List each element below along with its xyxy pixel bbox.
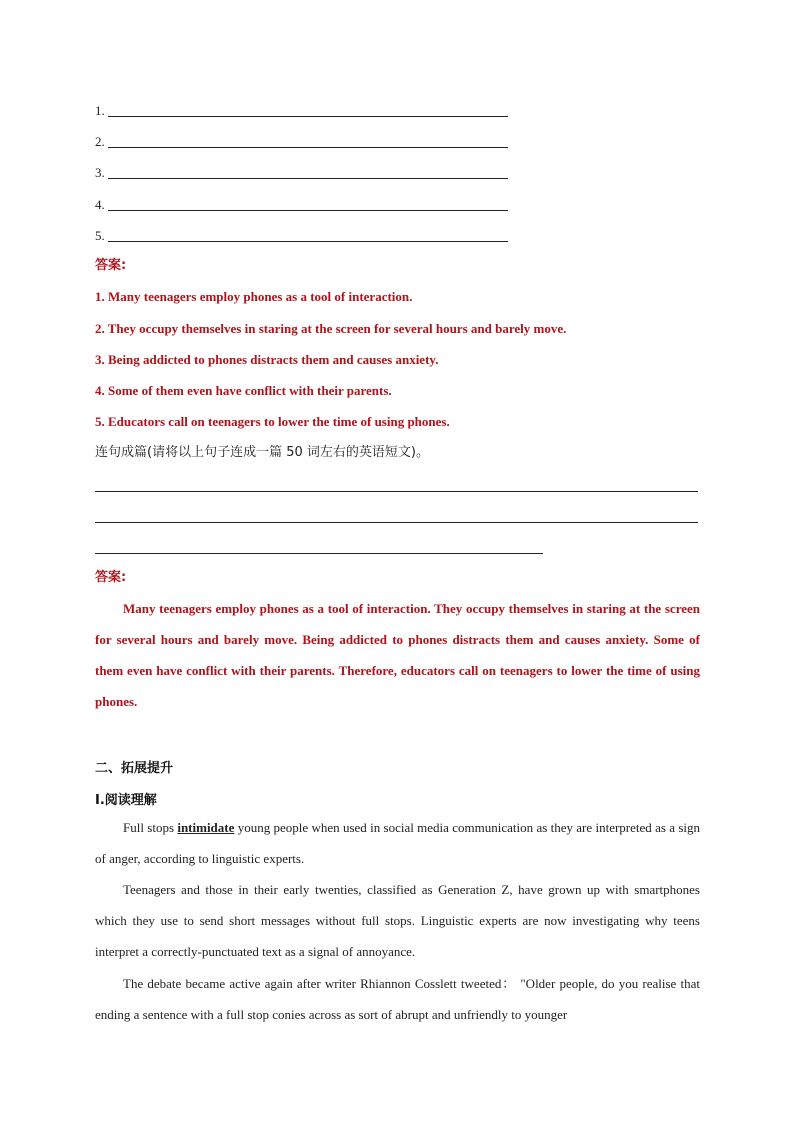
blank-line-3[interactable] bbox=[95, 165, 108, 181]
reading-paragraph-3: The debate became active again after writer Rhiannon Cosslett tweeted： "Older people, do you realise that ending a sentence with a full stop conies across as sort of abrupt and unfriendly to younger bbox=[95, 976, 700, 1022]
reading-text: young people when used in social media communication as they are interpreted as a sign of anger, according to linguistic experts. bbox=[95, 820, 700, 866]
answer-item: 4. Some of them even have conflict with their parents. bbox=[95, 383, 392, 398]
subsection-title: Ⅰ.阅读理解 bbox=[95, 793, 157, 808]
blank-line-4[interactable] bbox=[95, 197, 108, 213]
blank-line-number: 4. bbox=[95, 197, 105, 212]
answer-label: 答案: bbox=[95, 258, 127, 273]
writing-line[interactable] bbox=[95, 522, 698, 523]
reading-paragraph-2: Teenagers and those in their early twenties, classified as Generation Z, have grown up with smartphones which they use to send short messages without full stops. Linguistic experts are now investigating why teens interpret a correctly-punctuated text as a signal of annoyance. bbox=[95, 882, 700, 959]
answer-item: 3. Being addicted to phones distracts them and causes anxiety. bbox=[95, 352, 439, 367]
blank-line-number: 2. bbox=[95, 134, 105, 149]
reading-paragraph-1 bbox=[95, 812, 700, 874]
answer-label: 答案: bbox=[95, 570, 127, 585]
section-title: 二、拓展提升 bbox=[95, 761, 174, 776]
instruction-text: 连句成篇(请将以上句子连成一篇 50 词左右的英语短文)。 bbox=[95, 445, 429, 460]
blank-line-number: 5. bbox=[95, 228, 105, 243]
answer-item: 2. They occupy themselves in staring at the screen for several hours and barely move. bbox=[95, 321, 567, 336]
blank-line-5[interactable] bbox=[95, 228, 108, 244]
blank-line-2[interactable] bbox=[95, 134, 108, 150]
blank-line-1[interactable] bbox=[95, 103, 108, 119]
reading-text: Full stops bbox=[123, 820, 178, 835]
passage-answer: Many teenagers employ phones as a tool of interaction. They occupy themselves in staring at the screen for several hours and barely move. Being addicted to phones distracts them and causes anxiety. Some of them even have conflict with their parents. Therefore, educators call on teenagers to lower the time of using phones. bbox=[95, 601, 700, 709]
keyword-intimidate: intimidate bbox=[177, 820, 235, 835]
blank-line-number: 3. bbox=[95, 165, 105, 180]
answer-item: 5. Educators call on teenagers to lower the time of using phones. bbox=[95, 414, 450, 429]
writing-line[interactable] bbox=[95, 491, 698, 492]
answer-item: 1. Many teenagers employ phones as a tool of interaction. bbox=[95, 289, 413, 304]
writing-line[interactable] bbox=[95, 553, 543, 554]
blank-line-number: 1. bbox=[95, 103, 105, 118]
